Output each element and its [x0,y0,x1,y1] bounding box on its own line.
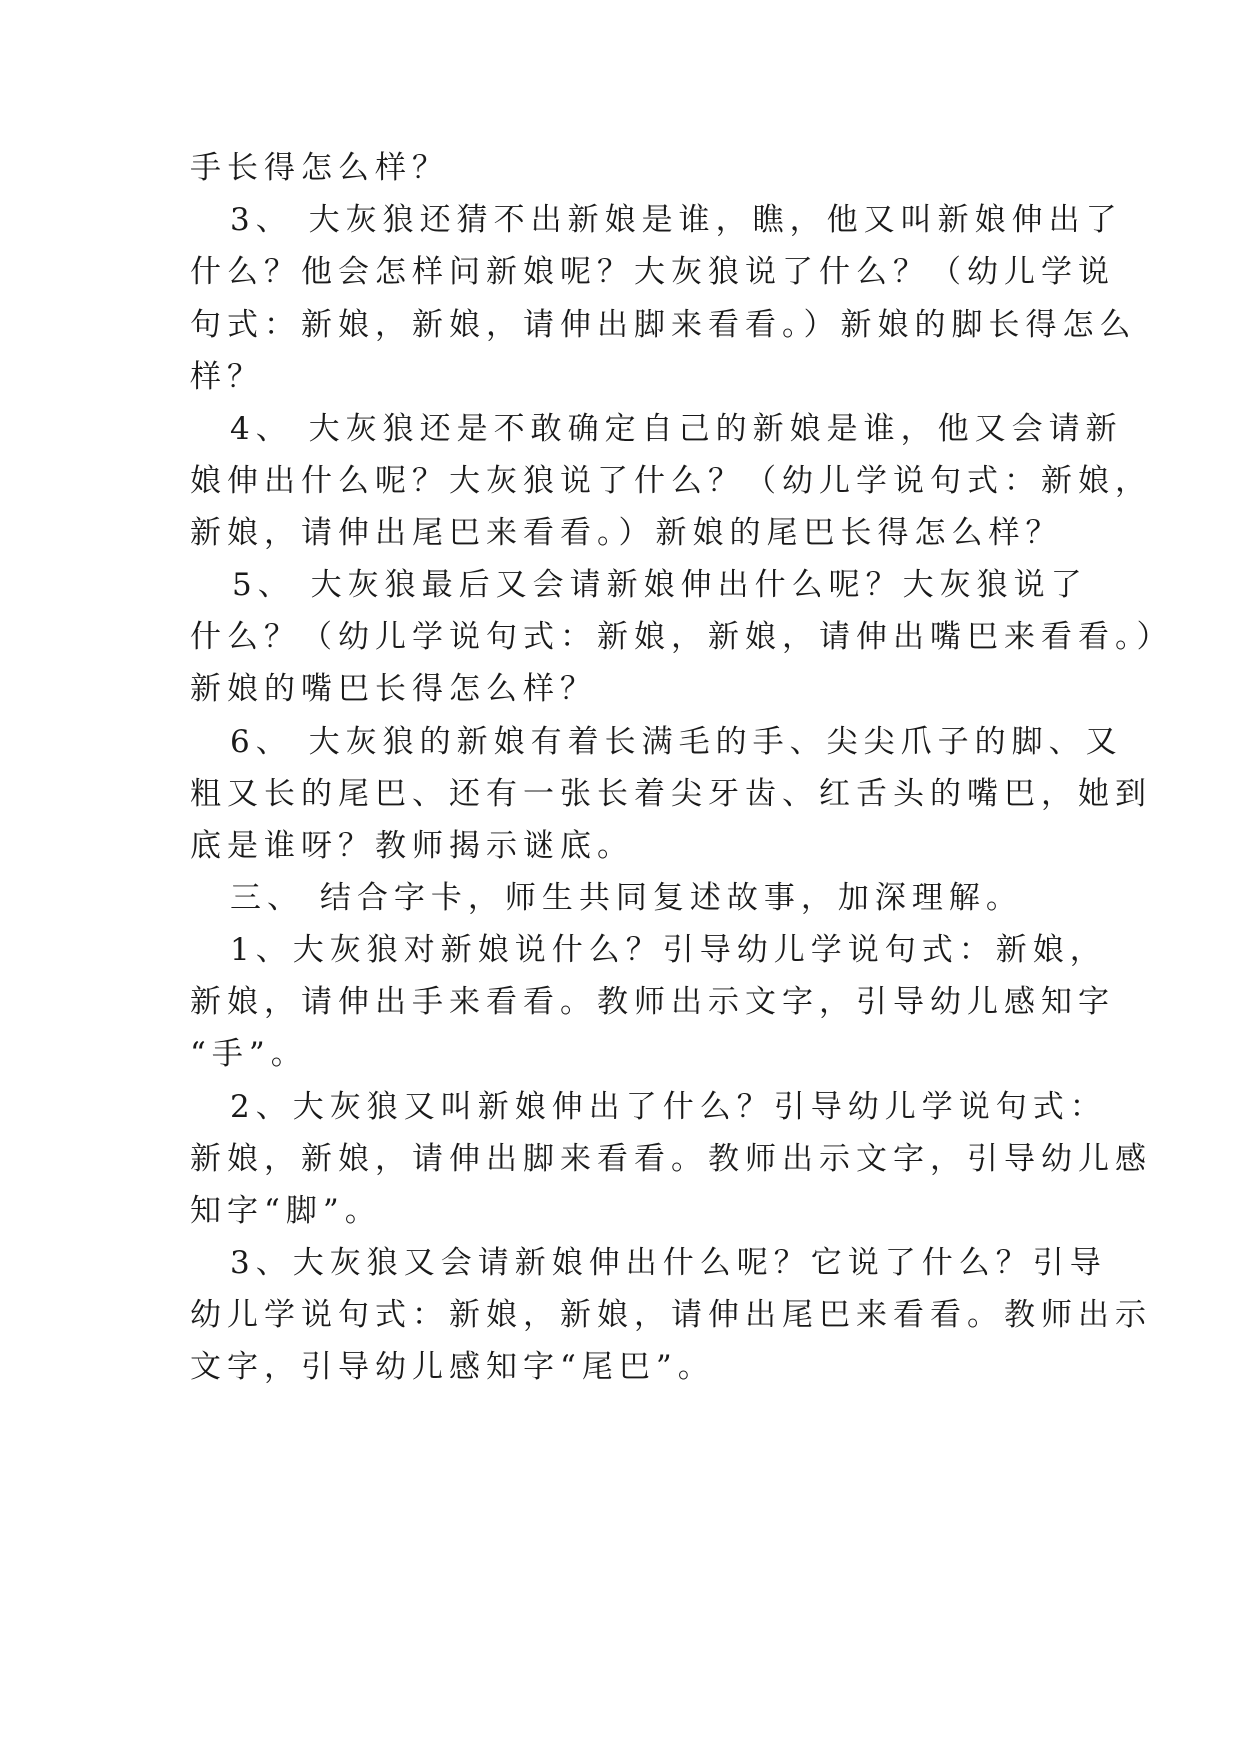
text-line: 1、大灰狼对新娘说什么？引导幼儿学说句式：新娘， [230,932,1107,968]
text-line: 2、大灰狼又叫新娘伸出了什么？引导幼儿学说句式： [230,1089,1107,1125]
text-line: 3、 大灰狼还猜不出新娘是谁，瞧，他又叫新娘伸出了 [230,202,1123,238]
text-line: 样？ [190,359,264,395]
text-line: 娘伸出什么呢？大灰狼说了什么？（幼儿学说句式：新娘， [190,463,1152,499]
text-line: 3、大灰狼又会请新娘伸出什么呢？它说了什么？引导 [230,1245,1107,1281]
text-line: 底是谁呀？教师揭示谜底。 [190,828,634,864]
section-heading: 三、 结合字卡，师生共同复述故事，加深理解。 [230,880,1023,916]
text-line: 手长得怎么样？ [190,150,449,186]
text-line: 句式：新娘，新娘，请伸出脚来看看。）新娘的脚长得怎么 [190,307,1137,343]
text-line: 5、 大灰狼最后又会请新娘伸出什么呢？大灰狼说了 [232,567,1088,603]
text-line: 新娘的嘴巴长得怎么样？ [190,671,597,707]
text-line: 新娘，请伸出尾巴来看看。）新娘的尾巴长得怎么样？ [190,515,1063,551]
text-line: 6、 大灰狼的新娘有着长满毛的手、尖尖爪子的脚、又 [230,724,1123,760]
text-line: 什么？他会怎样问新娘呢？大灰狼说了什么？（幼儿学说 [190,254,1115,290]
text-line: “手”。 [190,1036,308,1072]
text-line: 4、 大灰狼还是不敢确定自己的新娘是谁，他又会请新 [230,411,1123,447]
text-line: 幼儿学说句式：新娘，新娘，请伸出尾巴来看看。教师出示 [190,1297,1152,1333]
text-line: 文字，引导幼儿感知字“尾巴”。 [190,1349,715,1385]
text-line: 新娘，请伸出手来看看。教师出示文字，引导幼儿感知字 [190,984,1115,1020]
text-line: 新娘，新娘，请伸出脚来看看。教师出示文字，引导幼儿感 [190,1141,1152,1177]
text-line: 知字“脚”。 [190,1193,382,1229]
text-line: 粗又长的尾巴、还有一张长着尖牙齿、红舌头的嘴巴，她到 [190,776,1152,812]
text-line: 什么？（幼儿学说句式：新娘，新娘，请伸出嘴巴来看看。） [190,619,1174,655]
